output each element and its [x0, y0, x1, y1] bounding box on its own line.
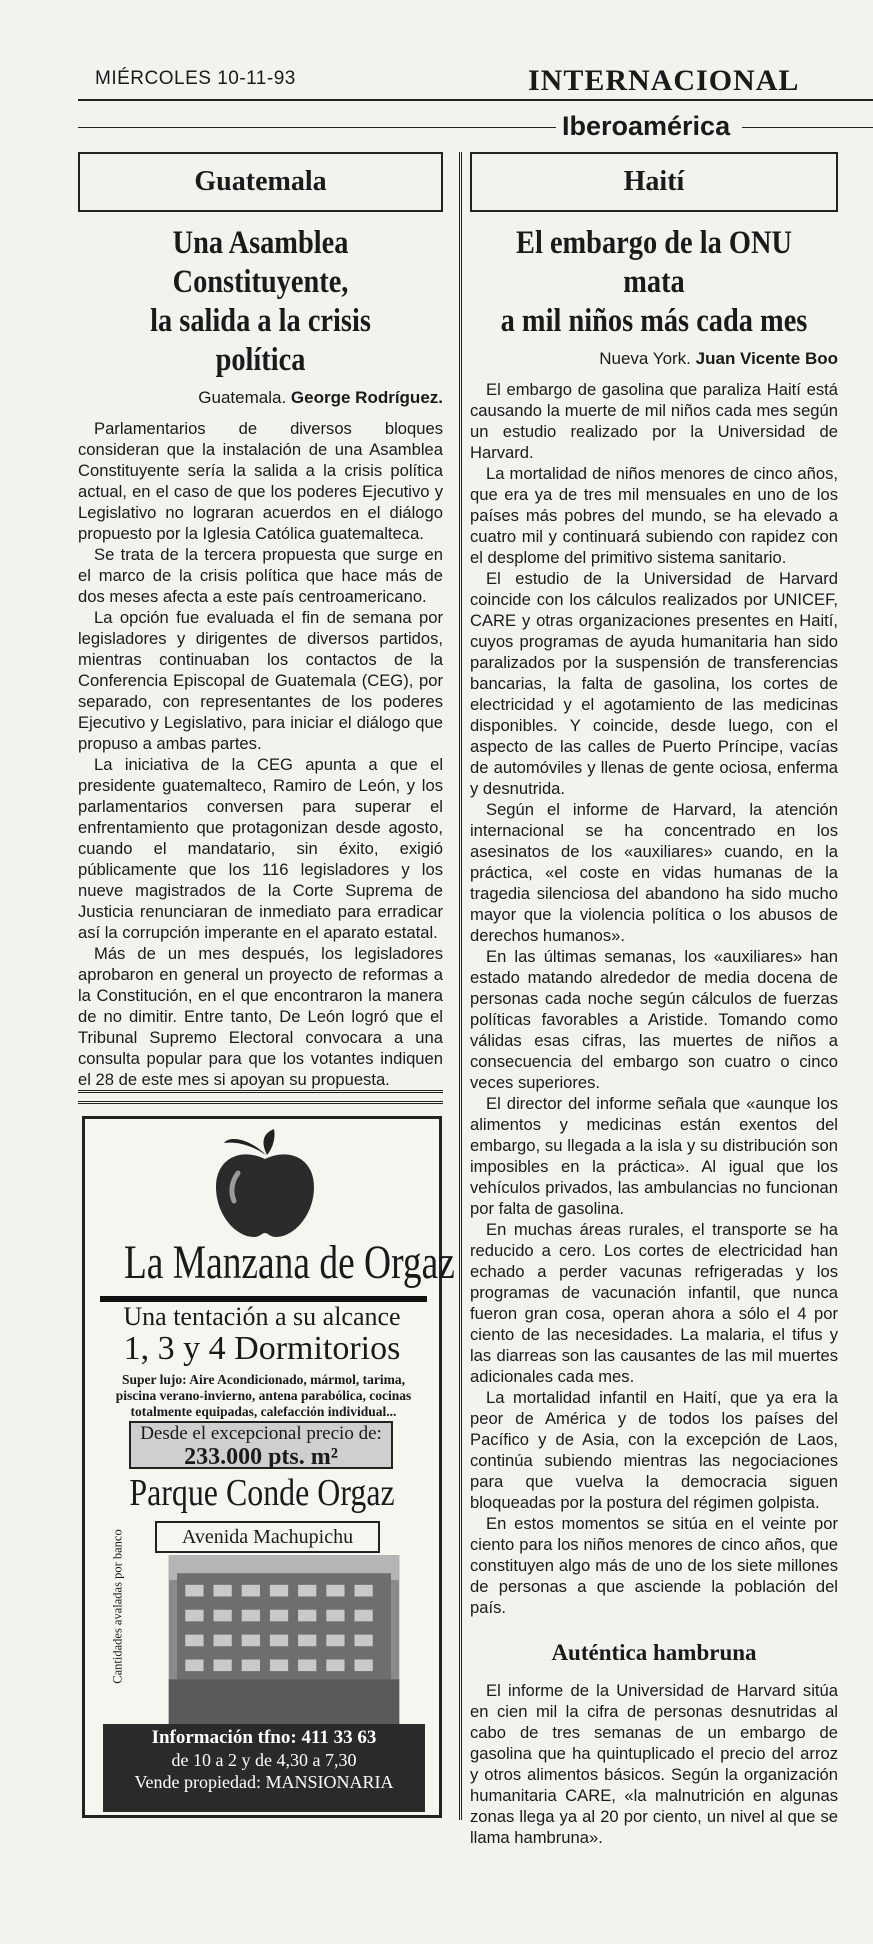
headline	[496, 224, 812, 341]
paragraph: La opción fue evaluada el fin de semana por legisladores y dirigentes de diversos partidos, mientras continuaban los contactos de la Conferencia Episcopal de Guatemala (CEG), por separado, con representantes de los poderes Ejecutivo y Legislativo, para iniciar el diálogo que propuso a ambas partes.	[78, 608, 443, 753]
byline-place: Nueva York.	[599, 349, 691, 368]
ad-price-box	[129, 1421, 393, 1469]
ad-price: 233.000 pts. m²	[184, 1444, 338, 1470]
issue-date: MIÉRCOLES 10-11-93	[95, 68, 296, 89]
header-rule	[78, 99, 873, 101]
headline-line: El embargo de la ONU mata	[516, 225, 792, 300]
paragraph: En las últimas semanas, los «auxiliares» han estado matando alrededor de media docena de personas cada noche según cálculos de fuerzas políticas favorables a Aristide. Tomando como válidas esas cifras, las muertes de niños a consecuencia del embargo son cuatro o cinco veces superiores.	[470, 947, 838, 1092]
section-label: Guatemala	[194, 166, 327, 197]
paragraph: La mortalidad infantil en Haití, que ya era la peor de América y de todos los países del Pacífico y de Asia, con la excepción de Laos, continúa subiendo mientras las negociaciones para que vuelva la democracia siguen bloqueadas por la postura del régimen golpista.	[470, 1388, 838, 1512]
building-photo	[145, 1555, 423, 1725]
subsection-rule-left	[78, 127, 556, 128]
ad-contact-box	[103, 1724, 425, 1812]
headline-line: a mil niños más cada mes	[500, 303, 808, 339]
right-article	[470, 152, 838, 1848]
left-article	[78, 152, 443, 1090]
apple-logo-icon	[210, 1129, 320, 1241]
subheading: Auténtica hambruna	[551, 1640, 757, 1665]
subsection-rule-right	[742, 127, 873, 128]
ad-hours: de 10 a 2 y de 4,30 a 7,30	[171, 1750, 357, 1770]
byline	[78, 388, 443, 408]
headline-line: Una Asamblea Constituyente,	[172, 225, 349, 300]
ad-side-note: Cantidades avaladas por banco	[110, 1529, 125, 1684]
section-label: Haití	[623, 166, 685, 197]
article-body	[470, 379, 838, 1618]
paragraph: El informe de la Universidad de Harvard sitúa en cien mil la cifra de personas desnutridas al cabo de tres semanas de un embargo de gasolina que ha quintuplicado el precio del arroz y otros alimentos básicos. Según la organización humanitaria CARE, «la malnutrición en algunas zonas llega ya al 20 por ciento, un nivel al que se llama hambruna».	[470, 1681, 838, 1847]
subsection-title: Iberoamérica	[562, 111, 731, 141]
section-label-box	[470, 152, 838, 212]
paragraph: Parlamentarios de diversos bloques consideran que la instalación de una Asamblea Constituyente sería la salida a la crisis política actual, en el caso de que los poderes Ejecutivo y Legislativo no lograran acuerdos en el diálogo propuesto por la Iglesia Católica guatemalteca.	[78, 419, 443, 543]
ad-park-name: Parque Conde Orgaz	[129, 1472, 395, 1514]
ad-rooms: 1, 3 y 4 Dormitorios	[123, 1330, 401, 1367]
byline-author: Juan Vicente Boo	[695, 349, 838, 368]
byline-author: George Rodríguez.	[290, 388, 443, 407]
column-divider	[459, 152, 462, 1820]
advertisement	[82, 1116, 455, 1818]
article-end-rule	[78, 1090, 443, 1104]
paragraph: En estos momentos se sitúa en el veinte por ciento para los niños menores de cinco años, que constituyen algo más de uno de los siete millones de personas a que asciende la población del país.	[470, 1514, 838, 1617]
headline-line: la salida a la crisis política	[150, 303, 371, 378]
byline-place: Guatemala.	[198, 388, 287, 407]
ad-tagline: Una tentación a su alcance	[123, 1302, 401, 1331]
paragraph: Se trata de la tercera propuesta que surge en el marco de la crisis política que hace más de dos meses afecta a este país centroamericano.	[78, 545, 443, 606]
ad-price-label: Desde el excepcional precio de:	[140, 1423, 382, 1444]
section-label-box	[78, 152, 443, 212]
paragraph: El embargo de gasolina que paraliza Haití está causando la muerte de mil niños cada mes según un estudio realizado por la Universidad de Harvard.	[470, 380, 838, 462]
paragraph: El director del informe señala que «aunque los alimentos y medicinas están exentos del embargo, su llegada a la isla y su distribución son imposibles en la práctica». Al igual que los vehículos privados, las ambulancias no funcionan por falta de gasolina.	[470, 1094, 838, 1218]
paragraph: El estudio de la Universidad de Harvard coincide con los cálculos realizados por UNICEF, CARE y otras organizaciones presentes en Haití, cuyos programas de ayuda humanitaria han sido paralizados por la suspensión de transferencias bancarias, la falta de gasolina, los cortes de electricidad y el agotamiento de las medicinas disponibles. Y coincide, desde luego, con el aspecto de las calles de Puerto Príncipe, vacías de automóviles y llenas de gente ociosa, enferma y desnutrida.	[470, 569, 838, 798]
article-body	[78, 418, 443, 1090]
paragraph: En muchas áreas rurales, el transporte se ha reducido a cero. Los cortes de electricidad han echado a perder vacunas refrigeradas y los programas de vacunación infantil, que nunca fueron gran cosa, operan ahora a sólo el 4 por ciento de las necesidades. La malaria, el tifus y las diarreas son las causantes de las mil muertes adicionales cada mes.	[470, 1220, 838, 1386]
paragraph: La mortalidad de niños menores de cinco años, que era ya de tres mil mensuales en uno de los países más pobres del mundo, se ha elevado a cuatro mil y continuará subiendo con rapidez con el desplome del primitivo sistema sanitario.	[470, 464, 838, 567]
ad-phone: Información tfno: 411 33 63	[151, 1727, 377, 1748]
paragraph: Según el informe de Harvard, la atención internacional se ha concentrado en los asesinatos de los «auxiliares» cuando, en la práctica, «el coste en vidas humanas de la tragedia silenciosa del abandono ha sido mucho mayor que la violencia política o los abusos de derechos humanos».	[470, 800, 838, 945]
headline	[104, 224, 418, 380]
ad-seller: Vende propiedad: MANSIONARIA	[134, 1772, 394, 1792]
byline	[470, 349, 838, 369]
ad-brand: La Manzana de Orgaz	[123, 1236, 455, 1289]
paragraph: La iniciativa de la CEG apunta a que el presidente guatemalteco, Ramiro de León, y los parlamentarios conversen para superar el enfrentamiento que protagonizan desde agosto, cuando el mandatario, sin éxito, exigió públicamente que los 116 legisladores y los nueve magistrados de la Corte Suprema de Justicia renunciaran de inmediato para erradicar así la corrupción imperante en el aparato estatal.	[78, 755, 443, 942]
ad-avenue: Avenida Machupichu	[155, 1521, 380, 1553]
paragraph: Más de un mes después, los legisladores aprobaron en general un proyecto de reformas a la Constitución, en el que encontraron la manera de no dimitir. Entre tanto, De León logró que el Tribunal Supremo Electoral convocara a una consulta popular para que los votantes indiquen el 28 de este mes si apoyan su propuesta.	[78, 944, 443, 1089]
section-title: INTERNACIONAL	[528, 64, 800, 97]
article-body-continued	[470, 1680, 838, 1848]
ad-description: Super lujo: Aire Acondicionado, mármol, tarima, piscina verano-invierno, antena parabólica, cocinas totalmente equipadas, calefacción individual...	[115, 1372, 412, 1419]
